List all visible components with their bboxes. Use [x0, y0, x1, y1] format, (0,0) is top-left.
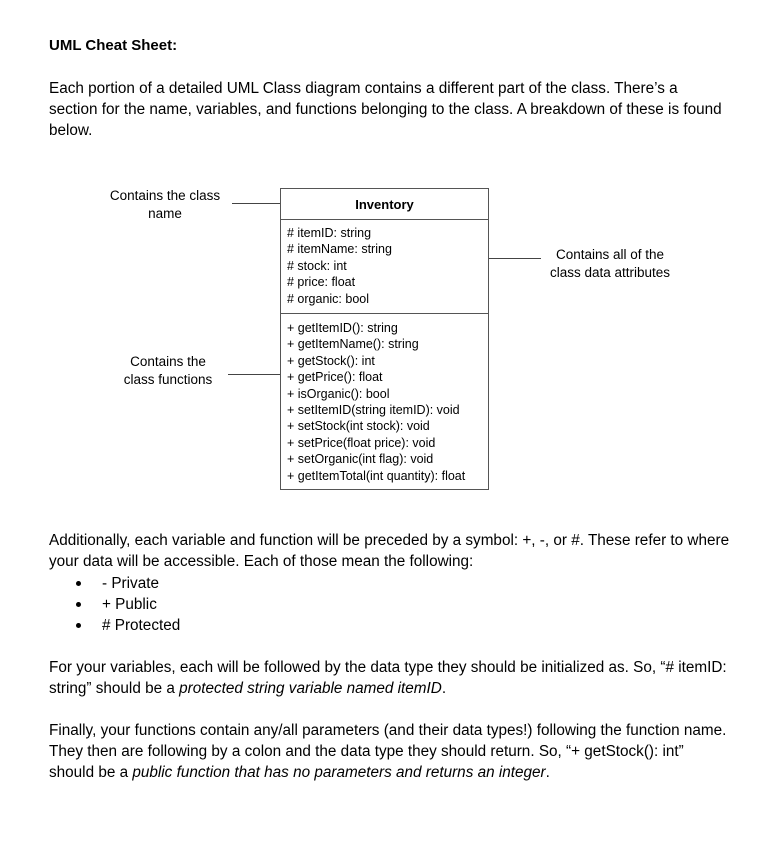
- uml-attribute: # stock: int: [287, 258, 347, 273]
- annotation-text: class data attributes: [549, 265, 671, 280]
- page-title: UML Cheat Sheet:: [49, 37, 178, 54]
- list-item: # Protected: [76, 615, 180, 636]
- uml-method: + getItemID(): string: [287, 321, 398, 335]
- uml-method: + setStock(int stock): void: [287, 419, 430, 434]
- annotation-class-name: [100, 187, 230, 223]
- annotation-text: class functions: [123, 372, 213, 387]
- annotation-class-functions: [106, 353, 230, 389]
- uml-method: + isOrganic(): bool: [287, 386, 390, 401]
- uml-method: + getPrice(): float: [287, 370, 383, 385]
- connector-line-name: [232, 203, 280, 204]
- annotation-text: Contains the class: [109, 188, 221, 203]
- uml-method: + getStock(): int: [287, 353, 375, 368]
- annotation-text: name: [148, 206, 182, 221]
- uml-method: + getItemTotal(int quantity): float: [287, 468, 466, 483]
- connector-line-functions: [228, 374, 280, 375]
- uml-class-box: [280, 188, 489, 490]
- uml-class-name: Inventory: [281, 189, 488, 220]
- uml-attribute: # itemID: string: [287, 226, 372, 240]
- connector-line-attributes: [489, 258, 541, 259]
- uml-attribute: # price: float: [287, 275, 356, 290]
- uml-attribute: # itemName: string: [287, 242, 392, 257]
- additional-paragraph: Additionally, each variable and function will be preceded by a symbol: +, -, or #. These refer to where your data will be accessible. Each of those mean the following:: [49, 532, 730, 570]
- annotation-text: Contains all of the: [555, 247, 665, 262]
- annotation-text: Contains the: [130, 354, 206, 369]
- uml-method: + getItemName(): string: [287, 337, 419, 352]
- uml-attribute: # organic: bool: [287, 291, 370, 306]
- annotation-class-attributes: [540, 246, 680, 282]
- intro-paragraph: Each portion of a detailed UML Class diagram contains a different part of the class. There’s a section for the name, variables, and functions belonging to the class. A breakdown of these is found below.: [49, 80, 722, 139]
- list-item: - Private: [76, 573, 180, 594]
- paragraph-text: .: [441, 680, 447, 697]
- emphasis-text: protected string variable named itemID: [179, 680, 442, 697]
- uml-method: + setPrice(float price): void: [287, 435, 436, 450]
- paragraph-text: Finally, your functions contain any/all parameters (and their data types!) following the function name. They then are following by a colon and the data type they should return. So, “+ getStock(): int” should be a: [49, 722, 727, 781]
- uml-attributes-section: [281, 220, 488, 314]
- uml-methods-section: [281, 314, 488, 484]
- symbol-list: [76, 573, 180, 636]
- variables-paragraph: [49, 657, 729, 699]
- functions-paragraph: [49, 720, 729, 783]
- paragraph-text: For your variables, each will be followed by the data type they should be initialized as. So, “# itemID: string” should be a: [49, 659, 727, 697]
- paragraph-text: .: [545, 764, 550, 781]
- emphasis-text: public function that has no parameters and returns an integer: [132, 764, 546, 781]
- list-item: + Public: [76, 594, 180, 615]
- uml-method: + setItemID(string itemID): void: [287, 403, 460, 418]
- uml-method: + setOrganic(int flag): void: [287, 452, 434, 467]
